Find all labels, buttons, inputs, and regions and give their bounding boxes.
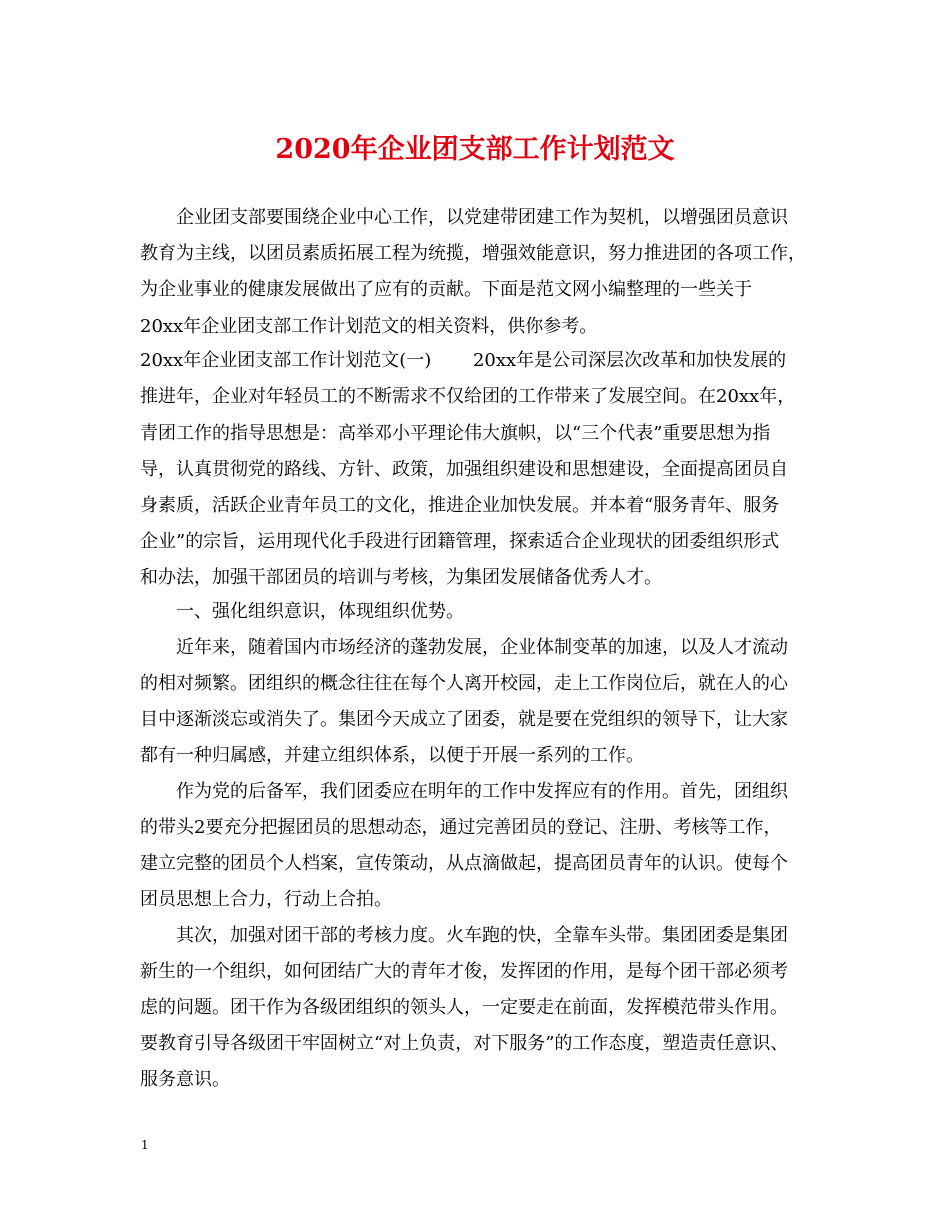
paragraph-line: 为企业事业的健康发展做出了应有的贡献。下面是范文网小编整理的一些关于 [140,279,752,300]
paragraph-line: 作为党的后备军，我们团委应在明年的工作中发挥应有的作用。首先，团组织 [140,781,788,802]
document-title: 2020年企业团支部工作计划范文 [275,134,675,165]
paragraph-line: 20xx年企业团支部工作计划范文(一) 20xx年是公司深层次改革和加快发展的 [140,350,787,371]
page-number: 1 [141,1138,149,1152]
paragraph-line: 团员思想上合力，行动上合拍。 [140,889,392,910]
paragraph-line: 导，认真贯彻党的路线、方针、政策，加强组织建设和思想建设，全面提高团员自 [140,459,788,480]
paragraph-line: 要教育引导各级团干牢固树立“对上负责，对下服务”的工作态度，塑造责任意识、 [140,1033,789,1054]
paragraph-line: 的相对频繁。团组织的概念往往在每个人离开校园，走上工作岗位后，就在人的心 [140,673,788,694]
section-heading: 一、强化组织意识，体现组织优势。 [140,601,464,622]
paragraph-line: 近年来，随着国内市场经济的蓬勃发展，企业体制变革的加速，以及人才流动 [140,637,788,658]
paragraph-line: 目中逐渐淡忘或消失了。集团今天成立了团委，就是要在党组织的领导下，让大家 [140,709,788,730]
paragraph-line: 推进年，企业对年轻员工的不断需求不仅给团的工作带来了发展空间。在20xx年， [140,386,796,407]
paragraph-line: 教育为主线，以团员素质拓展工程为统揽，增强效能意识，努力推进团的各项工作， [140,243,806,264]
paragraph-line: 的带头2要充分把握团员的思想动态，通过完善团员的登记、注册、考核等工作， [140,817,782,838]
paragraph-line: 其次，加强对团干部的考核力度。火车跑的快，全靠车头带。集团团委是集团 [140,925,788,946]
paragraph-line: 企业团支部要围绕企业中心工作，以党建带团建工作为契机，以增强团员意识 [140,207,788,228]
paragraph-line: 新生的一个组织，如何团结广大的青年才俊，发挥团的作用，是每个团干部必须考 [140,961,788,982]
paragraph-line: 服务意识。 [140,1069,230,1090]
paragraph-line: 身素质，活跃企业青年员工的文化，推进企业加快发展。并本着“服务青年、服务 [140,495,780,516]
paragraph-line: 都有一种归属感，并建立组织体系，以便于开展一系列的工作。 [140,745,644,766]
paragraph-line: 青团工作的指导思想是：高举邓小平理论伟大旗帜，以“三个代表”重要思想为指 [140,423,771,444]
paragraph-line: 和办法，加强干部团员的培训与考核，为集团发展储备优秀人才。 [140,567,662,588]
paragraph-line: 20xx年企业团支部工作计划范文的相关资料，供你参考。 [140,316,598,337]
paragraph-line: 建立完整的团员个人档案，宣传策动，从点滴做起，提高团员青年的认识。使每个 [140,853,788,874]
paragraph-line: 虑的问题。团干作为各级团组织的领头人，一定要走在前面，发挥模范带头作用。 [140,997,788,1018]
paragraph-line: 企业”的宗旨，运用现代化手段进行团籍管理，探索适合企业现状的团委组织形式 [140,531,780,552]
